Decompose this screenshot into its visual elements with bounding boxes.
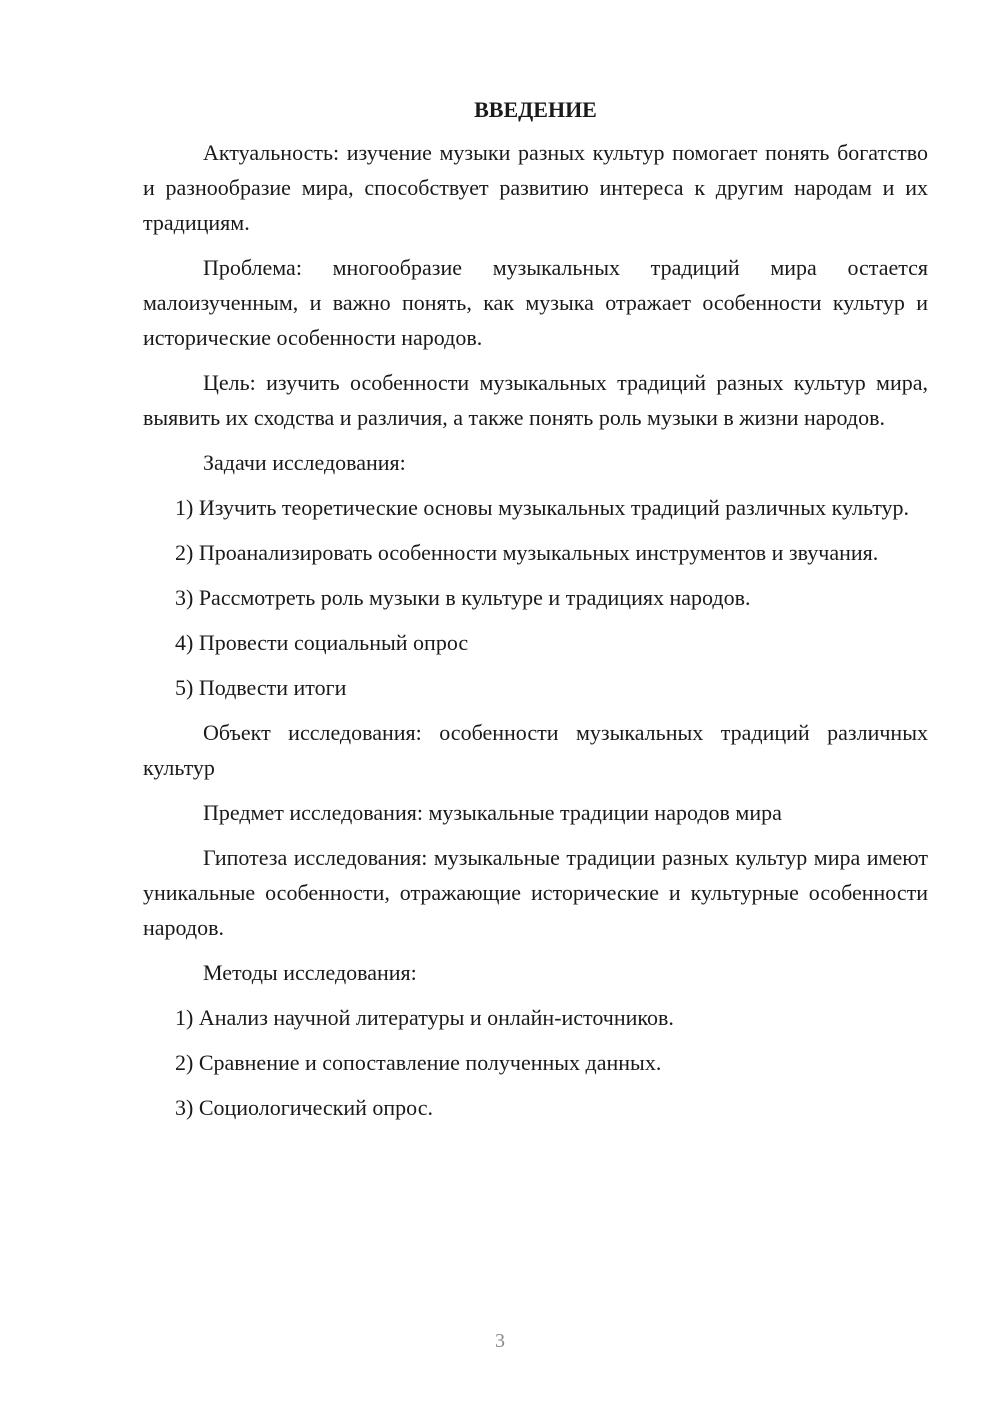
task-item-5: 5) Подвести итоги: [175, 675, 347, 700]
subject-paragraph: Предмет исследования: музыкальные традиции народов мира: [203, 800, 782, 825]
tasks-title: Задачи исследования:: [203, 450, 406, 475]
task-item-2: 2) Проанализировать особенности музыкальных инструментов и звучания.: [175, 540, 879, 565]
task-item-1: 1) Изучить теоретические основы музыкальных традиций различных культур.: [175, 495, 910, 520]
document-page: [143, 92, 928, 1135]
method-item-2: 2) Сравнение и сопоставление полученных данных.: [175, 1050, 662, 1075]
method-item-3: 3) Социологический опрос.: [175, 1095, 433, 1120]
goal-paragraph: Цель: изучить особенности музыкальных традиций разных культур мира, выявить их сходства и различия, а также понять роль музыки в жизни народов.: [143, 370, 928, 430]
method-item-1: 1) Анализ научной литературы и онлайн-источников.: [175, 1005, 674, 1030]
task-item-4: 4) Провести социальный опрос: [175, 630, 469, 655]
problem-paragraph: Проблема: многообразие музыкальных традиций мира остается малоизученным, и важно понять, как музыка отражает особенности культур и исторические особенности народов.: [143, 255, 928, 350]
page-heading: ВВЕДЕНИЕ: [474, 97, 597, 122]
methods-title: Методы исследования:: [203, 960, 417, 985]
hypothesis-paragraph: Гипотеза исследования: музыкальные традиции разных культур мира имеют уникальные особенности, отражающие исторические и культурные особенности народов.: [143, 845, 928, 940]
relevance-paragraph: Актуальность: изучение музыки разных культур помогает понять богатство и разнообразие мира, способствует развитию интереса к другим народам и их традициям.: [143, 140, 928, 235]
object-paragraph: Объект исследования: особенности музыкальных традиций различных культур: [143, 720, 928, 780]
page-number: 3: [495, 1330, 505, 1352]
task-item-3: 3) Рассмотреть роль музыки в культуре и традициях народов.: [175, 585, 751, 610]
